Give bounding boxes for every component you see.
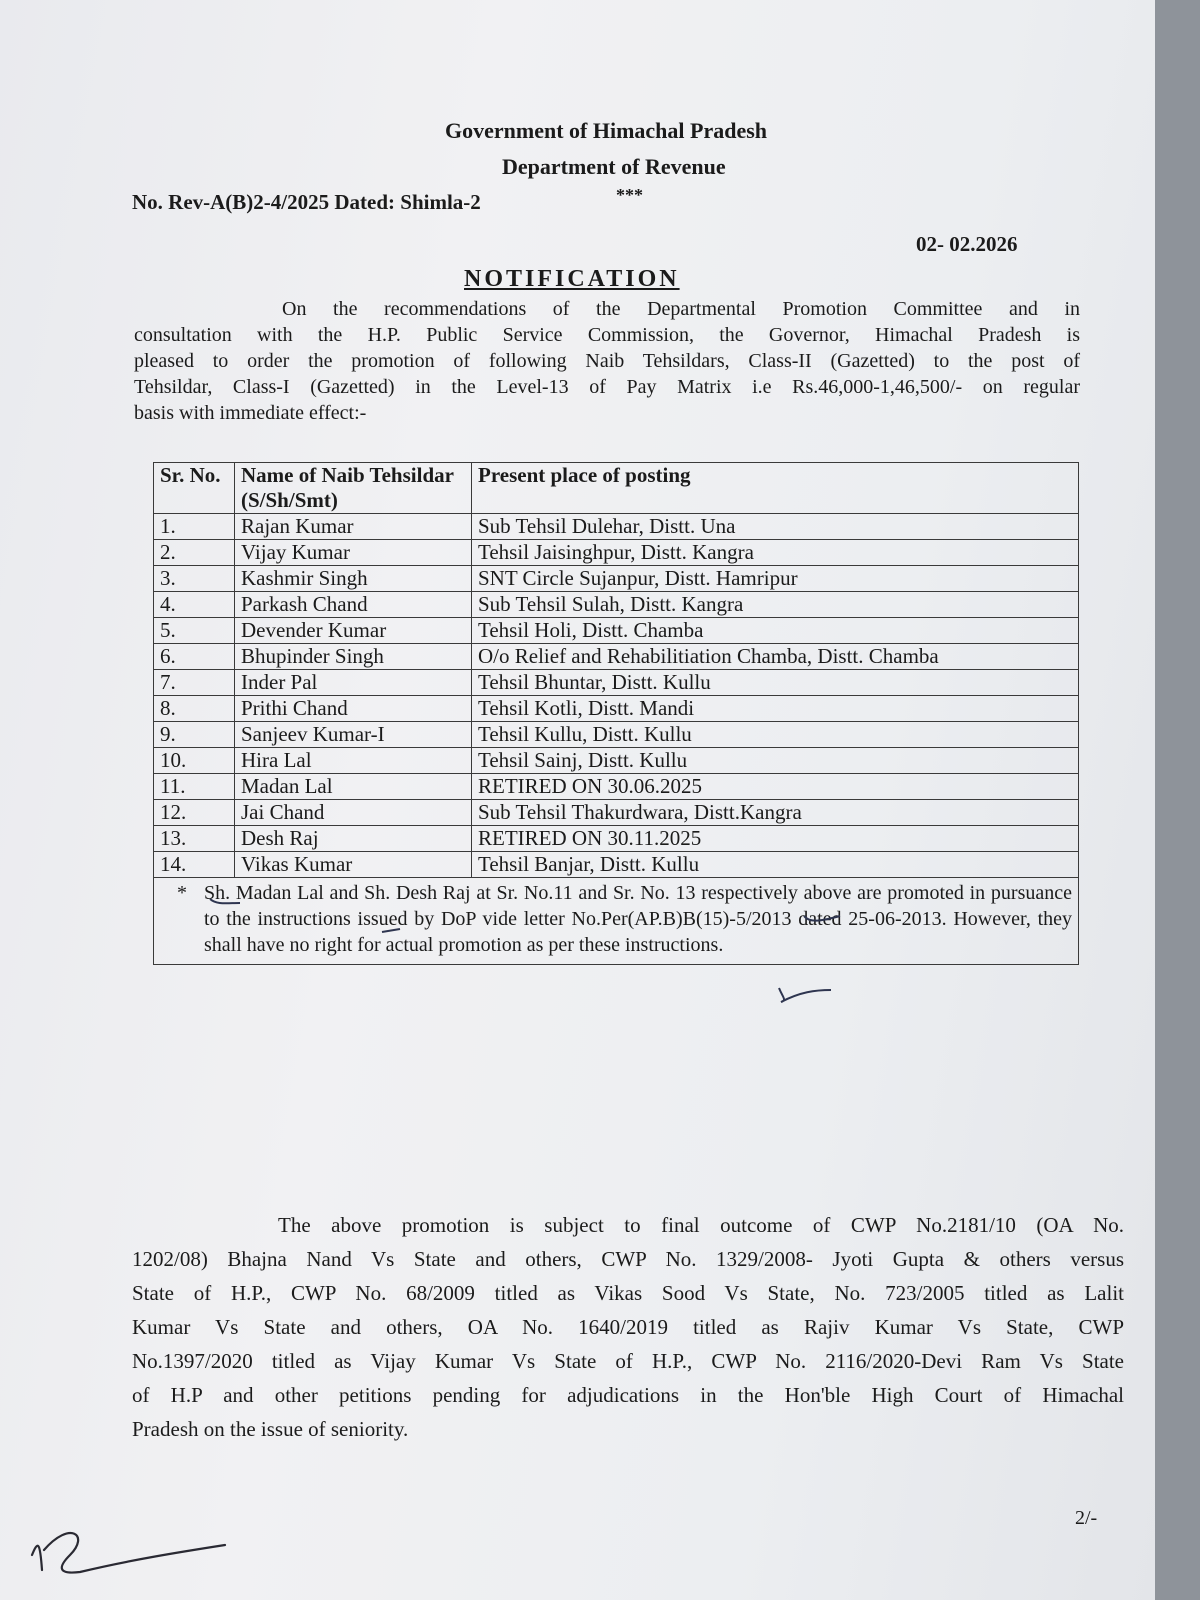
row-sr: 6. — [154, 644, 235, 670]
row-posting: Tehsil Holi, Distt. Chamba — [472, 618, 1079, 644]
row-posting: Tehsil Kullu, Distt. Kullu — [472, 722, 1079, 748]
row-sr: 11. — [154, 774, 235, 800]
table-row — [154, 748, 1079, 774]
intro-line: Tehsildar, Class-I (Gazetted) in the Level-13 of Pay Matrix i.e Rs.46,000-1,46,500/- on regular — [134, 376, 1080, 398]
table-row — [154, 514, 1079, 540]
row-sr: 7. — [154, 670, 235, 696]
table-note: Sh. Madan Lal and Sh. Desh Raj at Sr. No.11 and Sr. No. 13 respectively above are promoted in pursuance to the instructions issued by DoP vide letter No.Per(AP.B)B(15)-5/2013 dated 25-06-2013. However, they shall have no right for actual promotion as per these instructions. — [204, 882, 1072, 956]
page-marker: 2/- — [1075, 1507, 1098, 1529]
row-sr: 10. — [154, 748, 235, 774]
intro-line: On the recommendations of the Departmental Promotion Committee and in — [282, 298, 1080, 320]
row-name: Desh Raj — [235, 826, 472, 852]
intro-line: pleased to order the promotion of following Naib Tehsildars, Class-II (Gazetted) to the post of — [134, 350, 1080, 372]
row-posting: Tehsil Jaisinghpur, Distt. Kangra — [472, 540, 1079, 566]
closing-line: No.1397/2020 titled as Vijay Kumar Vs State of H.P., CWP No. 2116/2020-Devi Ram Vs State — [132, 1349, 1124, 1373]
row-posting: Sub Tehsil Dulehar, Distt. Una — [472, 514, 1079, 540]
row-name: Devender Kumar — [235, 618, 472, 644]
intro-paragraph — [134, 296, 1080, 426]
row-name: Parkash Chand — [235, 592, 472, 618]
closing-line: 1202/08) Bhajna Nand Vs State and others, CWP No. 1329/2008- Jyoti Gupta & others versus — [132, 1247, 1124, 1271]
row-sr: 2. — [154, 540, 235, 566]
col-sr-no: Sr. No. — [154, 463, 235, 514]
row-posting: O/o Relief and Rehabilitiation Chamba, Distt. Chamba — [472, 644, 1079, 670]
signature-scribble — [10, 1480, 240, 1590]
table-row — [154, 540, 1079, 566]
row-name: Jai Chand — [235, 800, 472, 826]
row-name: Rajan Kumar — [235, 514, 472, 540]
row-posting: Tehsil Banjar, Distt. Kullu — [472, 852, 1079, 878]
row-name: Inder Pal — [235, 670, 472, 696]
row-name: Madan Lal — [235, 774, 472, 800]
table-row — [154, 566, 1079, 592]
table-row — [154, 774, 1079, 800]
row-sr: 8. — [154, 696, 235, 722]
row-posting: SNT Circle Sujanpur, Distt. Hamripur — [472, 566, 1079, 592]
table-row — [154, 670, 1079, 696]
closing-line: of H.P and other petitions pending for adjudications in the Hon'ble High Court of Himachal — [132, 1383, 1124, 1407]
handwritten-tick-retired-2 — [775, 982, 835, 1006]
closing-paragraph — [132, 1208, 1124, 1446]
row-posting: Sub Tehsil Thakurdwara, Distt.Kangra — [472, 800, 1079, 826]
table-row — [154, 644, 1079, 670]
col-name: Name of Naib Tehsildar (S/Sh/Smt) — [235, 463, 472, 514]
row-posting: Sub Tehsil Sulah, Distt. Kangra — [472, 592, 1079, 618]
table-row — [154, 618, 1079, 644]
handwritten-tick-11 — [378, 924, 418, 938]
note-marker: * — [177, 882, 187, 904]
reference-date: 02- 02.2026 — [916, 232, 1018, 256]
notification-title: NOTIFICATION — [464, 266, 680, 292]
intro-line: basis with immediate effect:- — [134, 402, 367, 424]
table-row — [154, 800, 1079, 826]
intro-line: consultation with the H.P. Public Service Commission, the Governor, Himachal Pradesh is — [134, 324, 1080, 346]
row-posting: Tehsil Kotli, Distt. Mandi — [472, 696, 1079, 722]
row-sr: 9. — [154, 722, 235, 748]
row-sr: 1. — [154, 514, 235, 540]
row-posting: Tehsil Bhuntar, Distt. Kullu — [472, 670, 1079, 696]
table-row — [154, 696, 1079, 722]
row-sr: 5. — [154, 618, 235, 644]
row-name: Sanjeev Kumar-I — [235, 722, 472, 748]
row-sr: 14. — [154, 852, 235, 878]
closing-line: The above promotion is subject to final outcome of CWP No.2181/10 (OA No. — [278, 1213, 1124, 1237]
row-name: Vikas Kumar — [235, 852, 472, 878]
row-sr: 4. — [154, 592, 235, 618]
department-heading: Department of Revenue — [502, 154, 726, 179]
table-row — [154, 722, 1079, 748]
row-name: Prithi Chand — [235, 696, 472, 722]
table-row — [154, 852, 1079, 878]
row-posting: RETIRED ON 30.11.2025 — [472, 826, 1079, 852]
table-header-row — [154, 463, 1079, 514]
table-note-row — [154, 878, 1079, 965]
government-heading: Government of Himachal Pradesh — [445, 118, 768, 143]
row-name: Bhupinder Singh — [235, 644, 472, 670]
row-posting: Tehsil Sainj, Distt. Kullu — [472, 748, 1079, 774]
closing-line: Kumar Vs State and others, OA No. 1640/2019 titled as Rajiv Kumar Vs State, CWP — [132, 1315, 1124, 1339]
row-sr: 3. — [154, 566, 235, 592]
row-name: Kashmir Singh — [235, 566, 472, 592]
handwritten-tick-10 — [207, 893, 243, 913]
closing-line: State of H.P., CWP No. 68/2009 titled as Vikas Sood Vs State, No. 723/2005 titled as Lalit — [132, 1281, 1124, 1305]
closing-line: Pradesh on the issue of seniority. — [132, 1417, 409, 1441]
row-name: Hira Lal — [235, 748, 472, 774]
table-row — [154, 592, 1079, 618]
col-posting: Present place of posting — [472, 463, 1079, 514]
reference-number: No. Rev-A(B)2-4/2025 Dated: Shimla-2 — [132, 190, 481, 214]
row-name: Vijay Kumar — [235, 540, 472, 566]
table-row — [154, 826, 1079, 852]
row-sr: 12. — [154, 800, 235, 826]
row-posting: RETIRED ON 30.06.2025 — [472, 774, 1079, 800]
promotion-table — [153, 462, 1079, 965]
row-sr: 13. — [154, 826, 235, 852]
heading-stars: *** — [616, 185, 643, 205]
handwritten-tick-retired-1 — [800, 910, 846, 930]
